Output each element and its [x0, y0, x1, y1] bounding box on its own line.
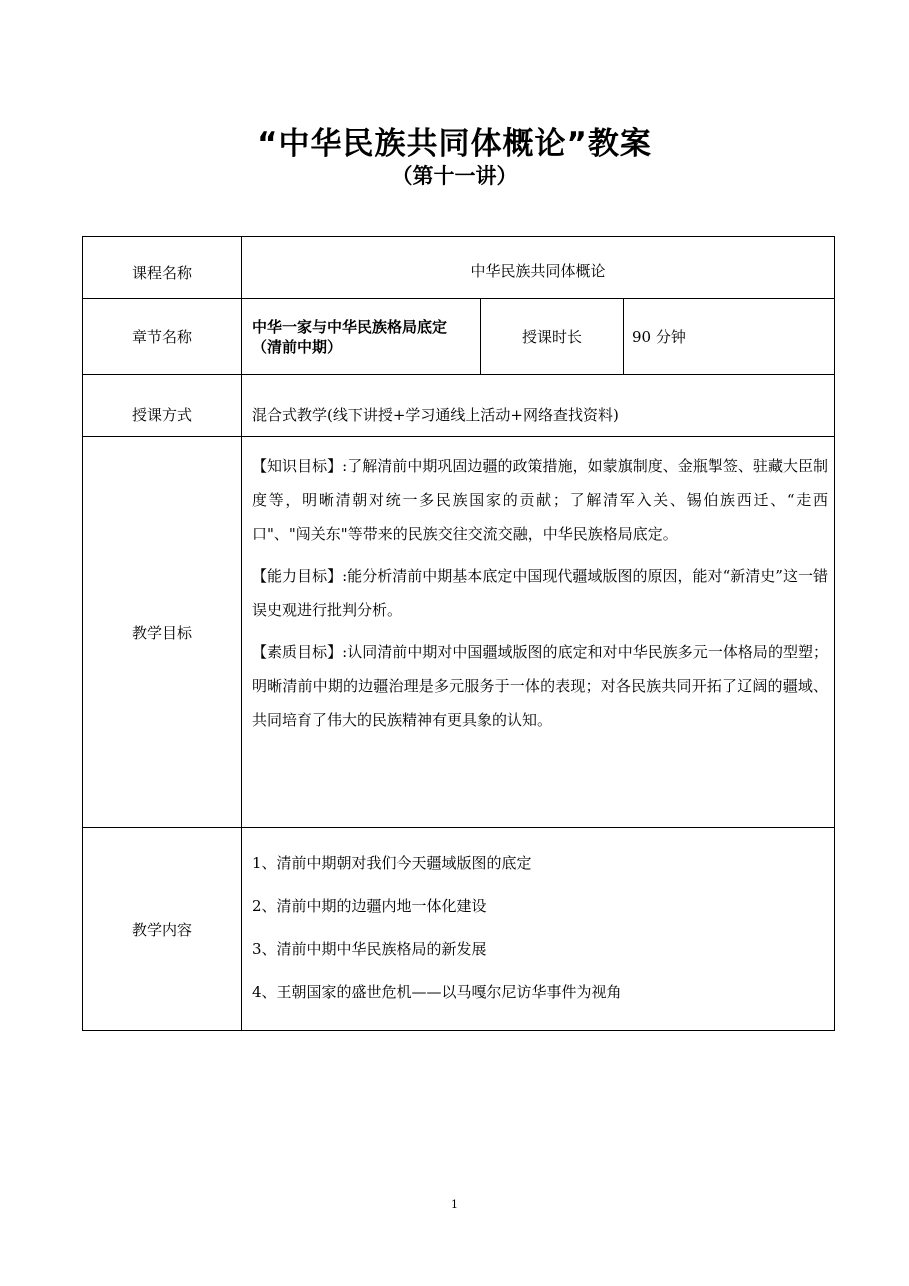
content-item: 1、清前中期朝对我们今天疆域版图的底定 — [252, 854, 532, 872]
course-name-label: 课程名称 — [83, 237, 242, 299]
teaching-content-label: 教学内容 — [83, 828, 242, 1031]
course-name-value: 中华民族共同体概论 — [242, 237, 835, 299]
quality-goal-heading: 【素质目标】 — [252, 643, 343, 661]
lesson-plan-table — [82, 236, 835, 1031]
knowledge-goal-heading: 【知识目标】 — [252, 457, 343, 475]
teaching-goals-label: 教学目标 — [83, 437, 242, 828]
content-item: 4、王朝国家的盛世危机——以马嘎尔尼访华事件为视角 — [252, 983, 622, 1001]
chapter-name-line2: （清前中期） — [252, 337, 343, 356]
content-item: 3、清前中期中华民族格局的新发展 — [252, 940, 487, 958]
chapter-name-value — [242, 299, 481, 375]
duration-label: 授课时长 — [481, 299, 624, 375]
method-row — [83, 375, 835, 437]
chapter-name-line1: 中华一家与中华民族格局底定 — [252, 317, 448, 336]
quality-goal — [252, 635, 828, 737]
ability-goal-heading: 【能力目标】 — [252, 567, 343, 585]
teaching-method-value: 混合式教学(线下讲授+学习通线上活动+网络查找资料) — [242, 375, 835, 437]
chapter-name-label: 章节名称 — [83, 299, 242, 375]
ability-goal — [252, 559, 828, 627]
page-number: 1 — [451, 1198, 458, 1211]
teaching-method-label: 授课方式 — [83, 375, 242, 437]
knowledge-goal-text: :了解清前中期巩固边疆的政策措施，如蒙旗制度、金瓶掣签、驻藏大臣制度等，明晰清朝对统一多民族国家的贡献；了解清军入关、锡伯族西迁、“走西口"、"闯关东"等带来的民族交往交流交融，中华民族格局底定。 — [252, 457, 829, 543]
content-row — [83, 828, 835, 1031]
document-subtitle: （第十一讲） — [391, 164, 518, 188]
ability-goal-text: :能分析清前中期基本底定中国现代疆域版图的原因，能对“新清史”这一错误史观进行批判分析。 — [252, 567, 829, 619]
goals-row — [83, 437, 835, 828]
teaching-goals-cell — [242, 437, 835, 828]
chapter-row — [83, 299, 835, 375]
duration-value: 90 分钟 — [624, 299, 835, 375]
content-item: 2、清前中期的边疆内地一体化建设 — [252, 897, 487, 915]
teaching-content-cell — [242, 828, 835, 1031]
course-row — [83, 237, 835, 299]
document-title: “中华民族共同体概论”教案 — [257, 126, 652, 162]
quality-goal-text: :认同清前中期对中国疆域版图的底定和对中华民族多元一体格局的型塑；明晰清前中期的边疆治理是多元服务于一体的表现；对各民族共同开拓了辽阔的疆域、共同培育了伟大的民族精神有更具象的认知。 — [252, 643, 829, 729]
knowledge-goal — [252, 449, 828, 551]
